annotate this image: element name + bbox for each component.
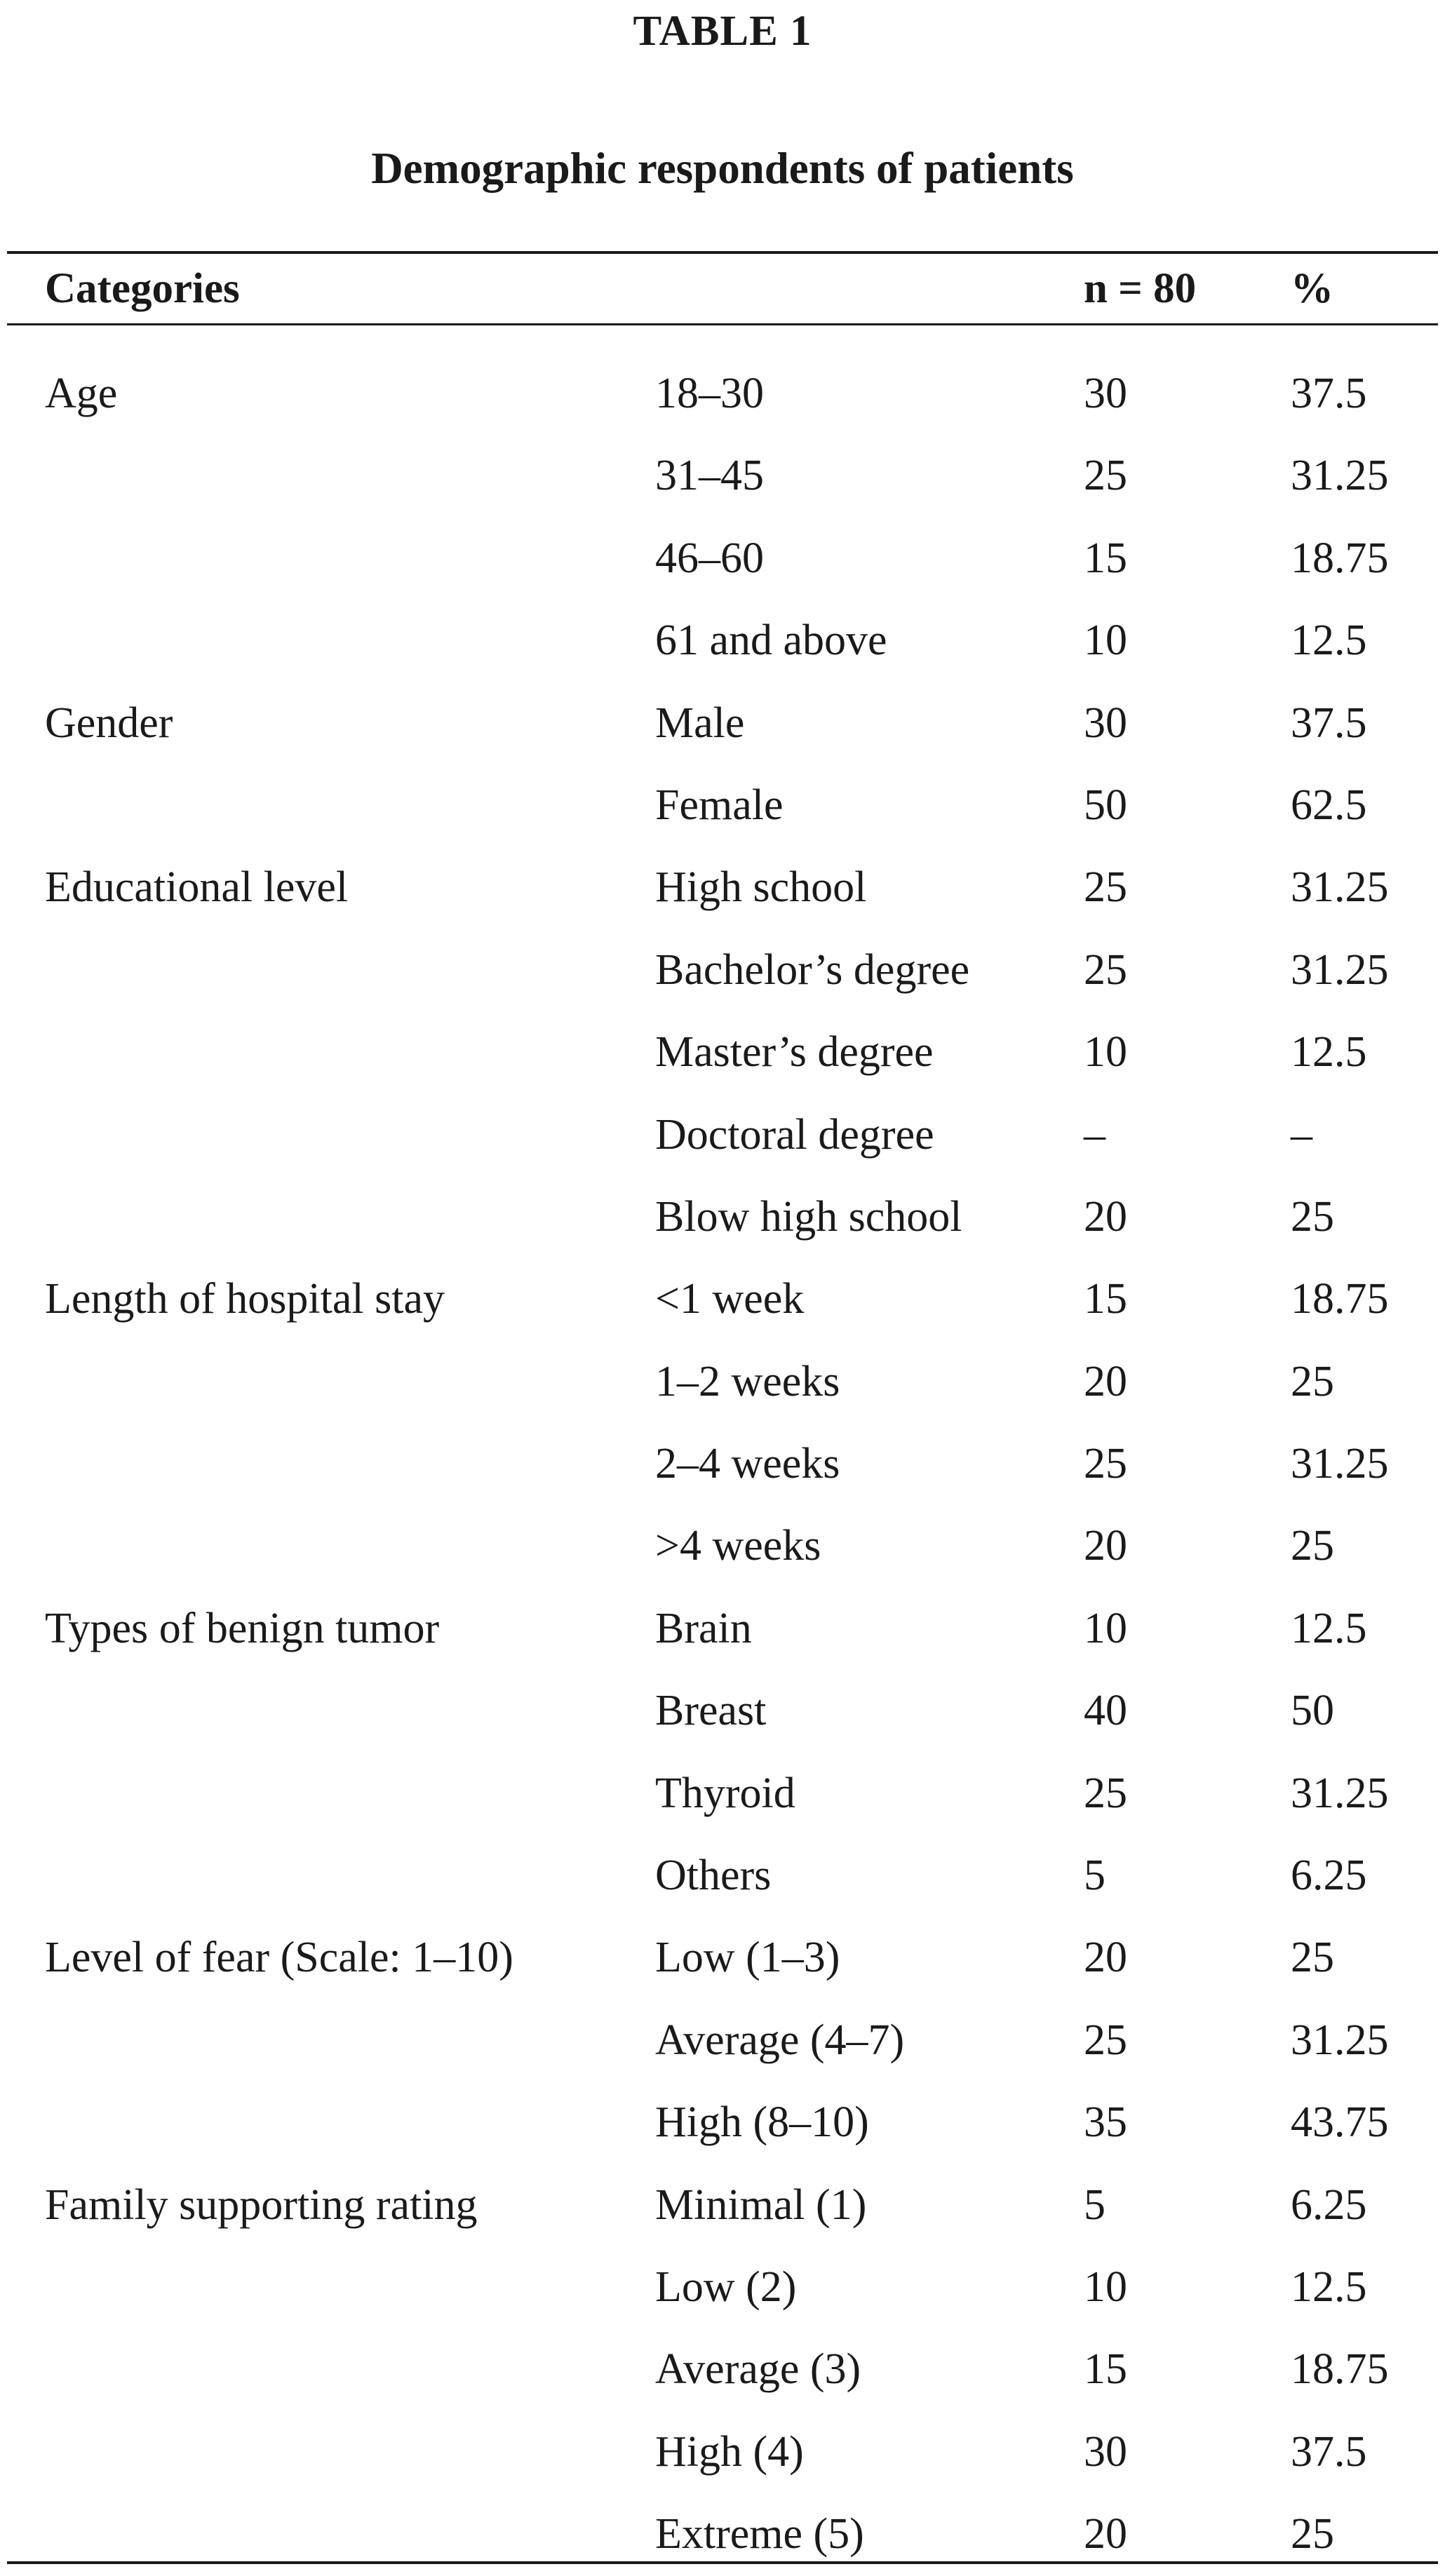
table-row [0,1505,1445,1587]
table-row [0,847,1445,929]
row-subcategory: Male [655,699,745,747]
header-rule [7,323,1438,325]
table-row [0,1670,1445,1752]
row-subcategory: High school [655,863,867,912]
row-n-value: 25 [1084,1769,1127,1817]
row-n-value: 25 [1084,863,1127,912]
row-n-value: 20 [1084,2510,1127,2558]
table-row [0,435,1445,517]
row-percent-value: 18.75 [1291,1275,1389,1323]
header-percent: % [1291,265,1333,312]
table-row [0,929,1445,1011]
row-percent-value: 31.25 [1291,2016,1389,2064]
table-title: Demographic respondents of patients [371,144,1074,193]
row-subcategory: High (4) [655,2427,804,2476]
table-row [0,353,1445,435]
row-subcategory: High (8–10) [655,2098,869,2147]
row-n-value: 35 [1084,2098,1127,2147]
table-row [0,1753,1445,1835]
table-row [0,1341,1445,1423]
table-row [0,2246,1445,2328]
row-subcategory: Average (3) [655,2345,861,2394]
row-category: Level of fear (Scale: 1–10) [45,1934,513,1982]
row-percent-value: 31.25 [1291,1769,1389,1817]
row-category: Educational level [45,863,349,912]
row-n-value: 10 [1084,1604,1127,1652]
row-n-value: 30 [1084,370,1127,417]
row-n-value: 30 [1084,699,1127,747]
row-subcategory: >4 weeks [655,1522,821,1570]
row-percent-value: 37.5 [1291,699,1367,747]
row-percent-value: 50 [1291,1687,1334,1735]
row-category: Gender [45,699,173,747]
row-percent-value: – [1291,1110,1312,1159]
row-n-value: 10 [1084,2263,1127,2311]
row-subcategory: Master’s degree [655,1028,934,1077]
header-n: n = 80 [1084,265,1197,312]
row-subcategory: Extreme (5) [655,2510,864,2558]
table-row [0,1835,1445,1917]
row-subcategory: 18–30 [655,370,764,417]
table-header-row [0,255,1445,323]
table-row [0,2411,1445,2493]
row-percent-value: 31.25 [1291,863,1389,912]
table-body [0,353,1445,2576]
row-n-value: 25 [1084,1440,1127,1488]
row-percent-value: 18.75 [1291,534,1389,582]
table-row [0,2000,1445,2082]
row-subcategory: Brain [655,1604,752,1652]
row-percent-value: 37.5 [1291,2427,1367,2476]
row-percent-value: 31.25 [1291,945,1389,994]
table-row [0,1423,1445,1505]
row-n-value: 5 [1084,2180,1105,2229]
row-n-value: 10 [1084,1028,1127,1077]
row-subcategory: Doctoral degree [655,1110,934,1159]
row-subcategory: Others [655,1852,772,1900]
table-row [0,2082,1445,2164]
table-row [0,1176,1445,1258]
table-row [0,2328,1445,2410]
row-n-value: 30 [1084,2427,1127,2476]
row-percent-value: 18.75 [1291,2345,1389,2394]
row-percent-value: 31.25 [1291,1440,1389,1488]
row-percent-value: 6.25 [1291,1852,1367,1900]
row-subcategory: 1–2 weeks [655,1357,840,1405]
row-subcategory: Low (1–3) [655,1934,840,1982]
row-category: Family supporting rating [45,2180,478,2229]
row-n-value: 20 [1084,1522,1127,1570]
row-percent-value: 12.5 [1291,616,1367,665]
row-percent-value: 62.5 [1291,781,1367,829]
row-subcategory: 2–4 weeks [655,1440,840,1488]
table-row [0,600,1445,682]
row-subcategory: Blow high school [655,1192,962,1241]
table-row [0,1917,1445,1999]
row-n-value: 50 [1084,781,1127,829]
row-subcategory: Female [655,781,784,829]
row-n-value: 5 [1084,1852,1105,1900]
row-percent-value: 6.25 [1291,2180,1367,2229]
table-row [0,2164,1445,2246]
row-category: Length of hospital stay [45,1275,445,1323]
top-rule [7,251,1438,254]
row-subcategory: Minimal (1) [655,2180,867,2229]
row-category: Types of benign tumor [45,1604,440,1652]
row-subcategory: <1 week [655,1275,805,1323]
table-label: TABLE 1 [633,8,812,55]
row-subcategory: Bachelor’s degree [655,945,970,994]
row-n-value: 15 [1084,2345,1127,2394]
row-n-value: 40 [1084,1687,1127,1735]
row-n-value: 10 [1084,616,1127,665]
bottom-rule [7,2561,1438,2564]
table-row [0,1011,1445,1093]
row-n-value: 25 [1084,452,1127,500]
row-percent-value: 25 [1291,1934,1334,1982]
row-percent-value: 31.25 [1291,452,1389,500]
table-row [0,1094,1445,1176]
row-subcategory: 46–60 [655,534,764,582]
row-percent-value: 12.5 [1291,1604,1367,1652]
row-percent-value: 37.5 [1291,370,1367,417]
row-subcategory: Average (4–7) [655,2016,905,2064]
row-n-value: 15 [1084,1275,1127,1323]
row-percent-value: 43.75 [1291,2098,1389,2147]
table-row [0,518,1445,600]
row-percent-value: 25 [1291,1357,1334,1405]
header-categories: Categories [45,265,240,312]
row-subcategory: Low (2) [655,2263,797,2311]
row-n-value: 25 [1084,2016,1127,2064]
row-percent-value: 12.5 [1291,1028,1367,1077]
row-n-value: 15 [1084,534,1127,582]
row-percent-value: 25 [1291,1192,1334,1241]
row-subcategory: 61 and above [655,616,887,665]
row-subcategory: 31–45 [655,452,764,500]
row-n-value: 20 [1084,1192,1127,1241]
row-n-value: 25 [1084,945,1127,994]
table-row [0,764,1445,847]
row-category: Age [45,370,118,417]
row-subcategory: Thyroid [655,1769,795,1817]
row-n-value: – [1084,1110,1105,1159]
row-percent-value: 25 [1291,2510,1334,2558]
row-subcategory: Breast [655,1687,767,1735]
table-row [0,1588,1445,1670]
row-percent-value: 25 [1291,1522,1334,1570]
row-percent-value: 12.5 [1291,2263,1367,2311]
table-row [0,682,1445,764]
row-n-value: 20 [1084,1934,1127,1982]
row-n-value: 20 [1084,1357,1127,1405]
table-row [0,1258,1445,1340]
